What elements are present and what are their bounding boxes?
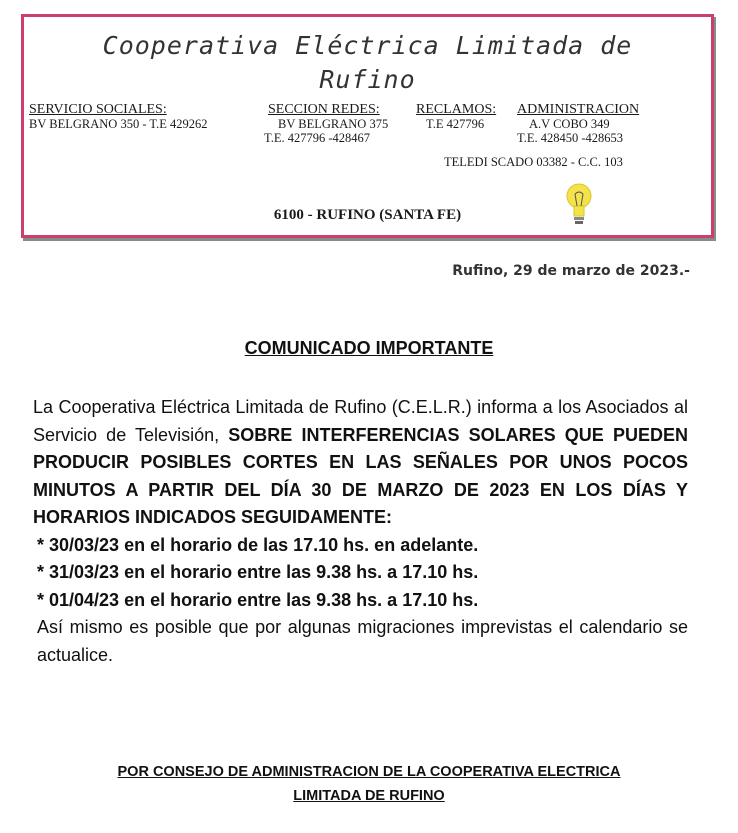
document-date: Rufino, 29 de marzo de 2023.- [452, 263, 690, 279]
schedule-item: * 30/03/23 en el horario de las 17.10 hs. en adelante. [37, 534, 479, 555]
redes-address: BV BELGRANO 375 [278, 117, 389, 131]
administracion-block [517, 103, 639, 145]
title-line-2: Rufino [319, 65, 416, 94]
servicios-address: BV BELGRANO 350 - T.E 429262 [29, 117, 208, 131]
administracion-address: A.V COBO 349 [529, 117, 610, 131]
reclamos-block [416, 103, 496, 131]
redes-phones: T.E. 427796 -428467 [264, 131, 371, 145]
footer-line-2: LIMITADA DE RUFINO [293, 788, 445, 804]
intro-paragraph [33, 394, 688, 532]
intro-text: La Cooperativa Eléctrica Limitada de Rufino (C.E.L.R.) informa a los Asociados al Servicio de Televisión, [33, 397, 688, 445]
light-bulb-icon [564, 180, 594, 230]
schedule-item: * 01/04/23 en el horario entre las 9.38 hs. a 17.10 hs. [37, 589, 479, 610]
telediscado: TELEDI SCADO 03382 - C.C. 103 [444, 155, 623, 169]
document-body [33, 394, 688, 669]
administracion-phones: T.E. 428450 -428653 [517, 131, 624, 145]
reclamos-header: RECLAMOS: [416, 102, 497, 117]
title-line-1: Cooperativa Eléctrica Limitada de [102, 31, 633, 60]
letterhead [21, 14, 714, 238]
signature-footer [0, 760, 738, 808]
document-heading: COMUNICADO IMPORTANTE [244, 338, 494, 358]
redes-header: SECCION REDES: [268, 102, 380, 117]
reclamos-phone: T.E 427796 [426, 117, 485, 131]
seccion-redes-block [264, 103, 388, 145]
postal-address: 6100 - RUFINO (SANTA FE) [273, 207, 462, 223]
servicios-header: SERVICIO SOCIALES: [29, 102, 167, 117]
servicios-sociales-block [29, 103, 207, 131]
organization-title [24, 29, 711, 97]
intro-bold-text: SOBRE INTERFERENCIAS SOLARES QUE PUEDEN PRODUCIR POSIBLES CORTES EN LAS SEÑALES POR UNOS POCOS MINUTOS A PARTIR DEL DÍA 30 DE MARZO DE 2023 EN LOS DÍAS Y HORARIOS INDICADOS SEGUIDAMENTE: [33, 424, 688, 527]
closing-paragraph: Así mismo es posible que por algunas migraciones imprevistas el calendario se actualice. [37, 617, 688, 665]
footer-line-1: POR CONSEJO DE ADMINISTRACION DE LA COOPERATIVA ELECTRICA [117, 764, 621, 780]
schedule-item: * 31/03/23 en el horario entre las 9.38 hs. a 17.10 hs. [37, 562, 479, 582]
administracion-header: ADMINISTRACION [517, 102, 640, 117]
